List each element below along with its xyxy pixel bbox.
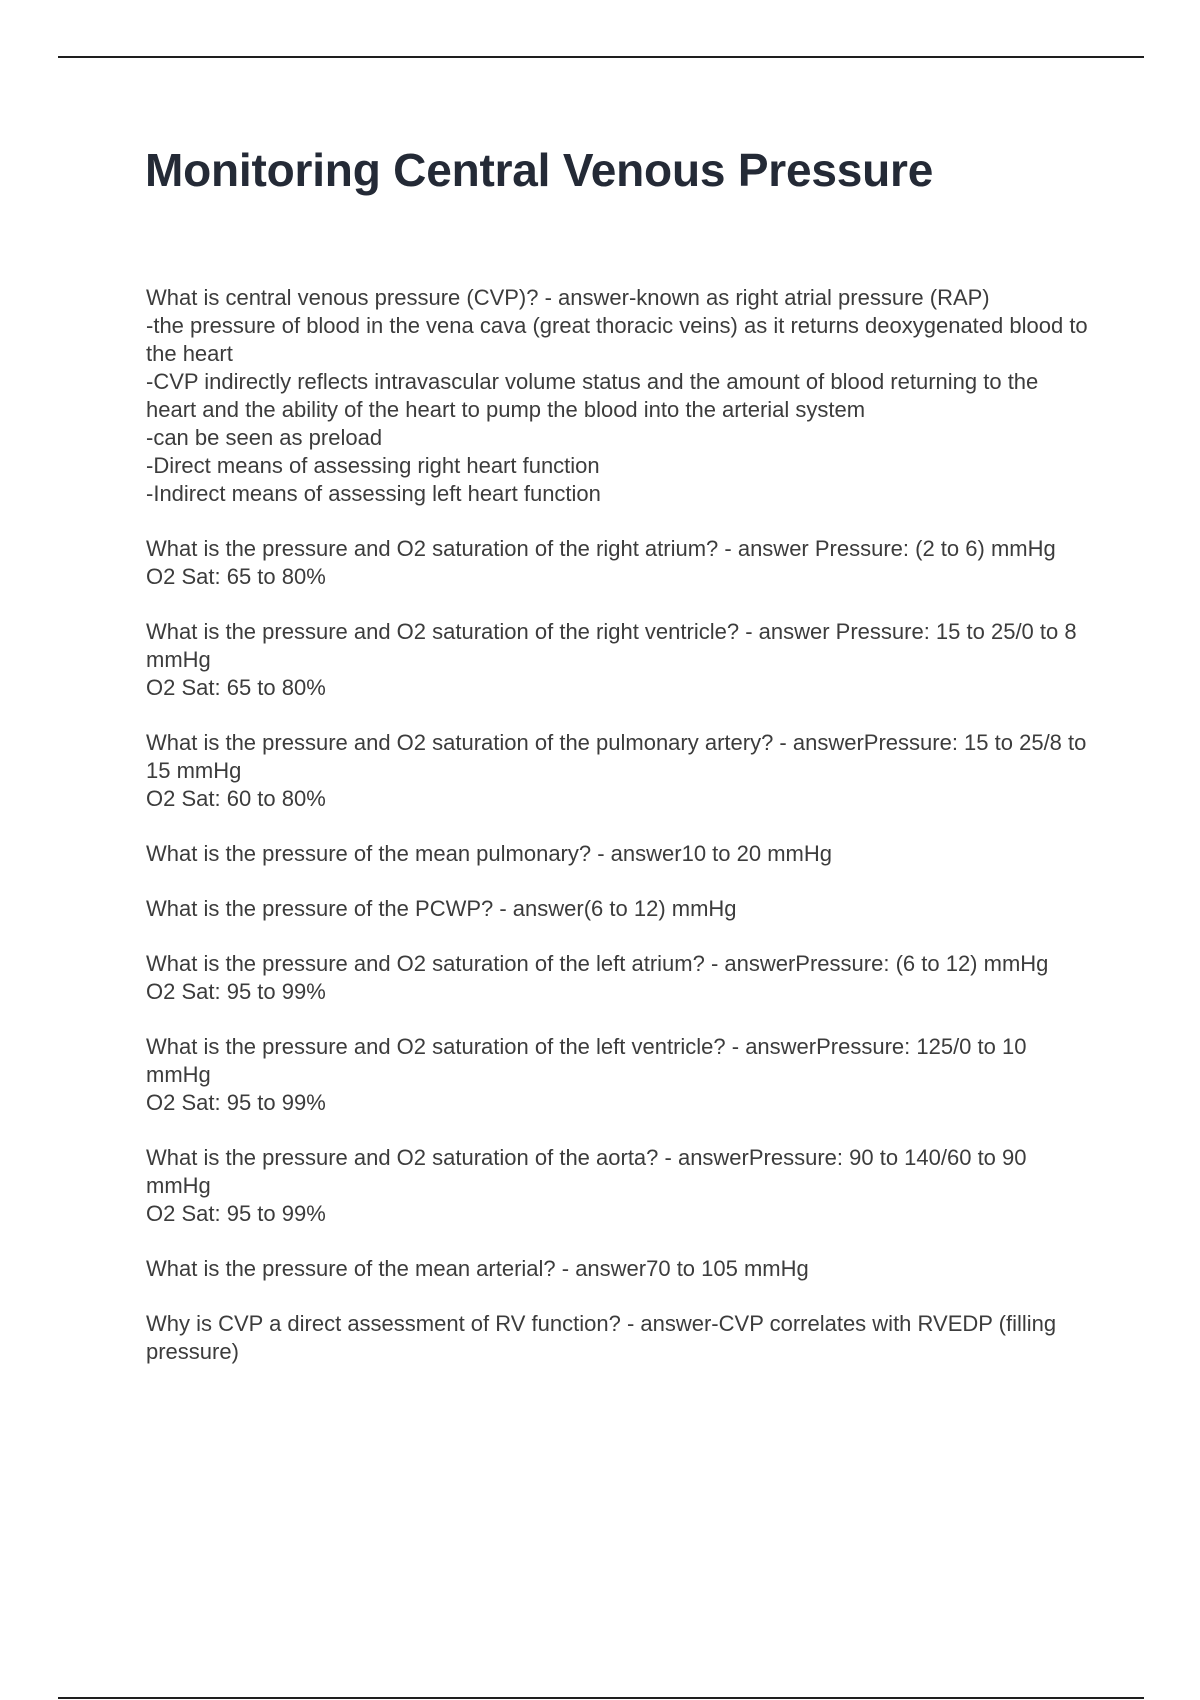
qa-entry — [146, 895, 1091, 923]
qa-entry — [146, 950, 1091, 1006]
qa-question-answer: What is the pressure of the mean pulmonary? - answer10 to 20 mmHg — [146, 841, 832, 866]
qa-detail-line: -CVP indirectly reflects intravascular volume status and the amount of blood returning to the heart and the ability of the heart to pump the blood into the arterial system — [146, 369, 1039, 422]
qa-detail-line: O2 Sat: 95 to 99% — [146, 1201, 326, 1226]
qa-entry — [146, 618, 1091, 702]
qa-question-answer: Why is CVP a direct assessment of RV function? - answer-CVP correlates with RVEDP (filling pressure) — [146, 1311, 1057, 1364]
qa-detail-line: -Indirect means of assessing left heart function — [146, 481, 601, 506]
qa-detail-line: O2 Sat: 95 to 99% — [146, 979, 326, 1004]
bottom-rule — [58, 1697, 1144, 1699]
qa-entry — [146, 284, 1091, 508]
qa-question-answer: What is the pressure of the PCWP? - answer(6 to 12) mmHg — [146, 896, 737, 921]
qa-detail-line: -the pressure of blood in the vena cava (great thoracic veins) as it returns deoxygenated blood to the heart — [146, 313, 1088, 366]
qa-detail-line: O2 Sat: 95 to 99% — [146, 1090, 326, 1115]
top-rule — [58, 56, 1144, 58]
qa-entry — [146, 535, 1091, 591]
qa-question-answer: What is central venous pressure (CVP)? - answer-known as right atrial pressure (RAP) — [146, 285, 990, 310]
qa-question-answer: What is the pressure and O2 saturation of the pulmonary artery? - answerPressure: 15 to 25/8 to 15 mmHg — [146, 730, 1087, 783]
qa-question-answer: What is the pressure and O2 saturation of the left atrium? - answerPressure: (6 to 12) mmHg — [146, 951, 1049, 976]
qa-entry — [146, 1033, 1091, 1117]
qa-entry — [146, 840, 1091, 868]
page-title: Monitoring Central Venous Pressure — [145, 144, 934, 196]
qa-detail-line: O2 Sat: 65 to 80% — [146, 675, 326, 700]
qa-entry — [146, 729, 1091, 813]
qa-detail-line: -Direct means of assessing right heart function — [146, 453, 600, 478]
qa-detail-line: -can be seen as preload — [146, 425, 383, 450]
qa-question-answer: What is the pressure and O2 saturation of the left ventricle? - answerPressure: 125/0 to 10 mmHg — [146, 1034, 1027, 1087]
qa-detail-line: O2 Sat: 65 to 80% — [146, 564, 326, 589]
qa-entry — [146, 1310, 1091, 1366]
qa-question-answer: What is the pressure and O2 saturation of the aorta? - answerPressure: 90 to 140/60 to 90 mmHg — [146, 1145, 1027, 1198]
qa-detail-line: O2 Sat: 60 to 80% — [146, 786, 326, 811]
qa-question-answer: What is the pressure and O2 saturation of the right ventricle? - answer Pressure: 15 to 25/0 to 8 mmHg — [146, 619, 1077, 672]
qa-entry — [146, 1144, 1091, 1228]
document-body — [146, 284, 1091, 1393]
qa-question-answer: What is the pressure and O2 saturation of the right atrium? - answer Pressure: (2 to 6) mmHg — [146, 536, 1056, 561]
qa-question-answer: What is the pressure of the mean arterial? - answer70 to 105 mmHg — [146, 1256, 809, 1281]
qa-entry — [146, 1255, 1091, 1283]
